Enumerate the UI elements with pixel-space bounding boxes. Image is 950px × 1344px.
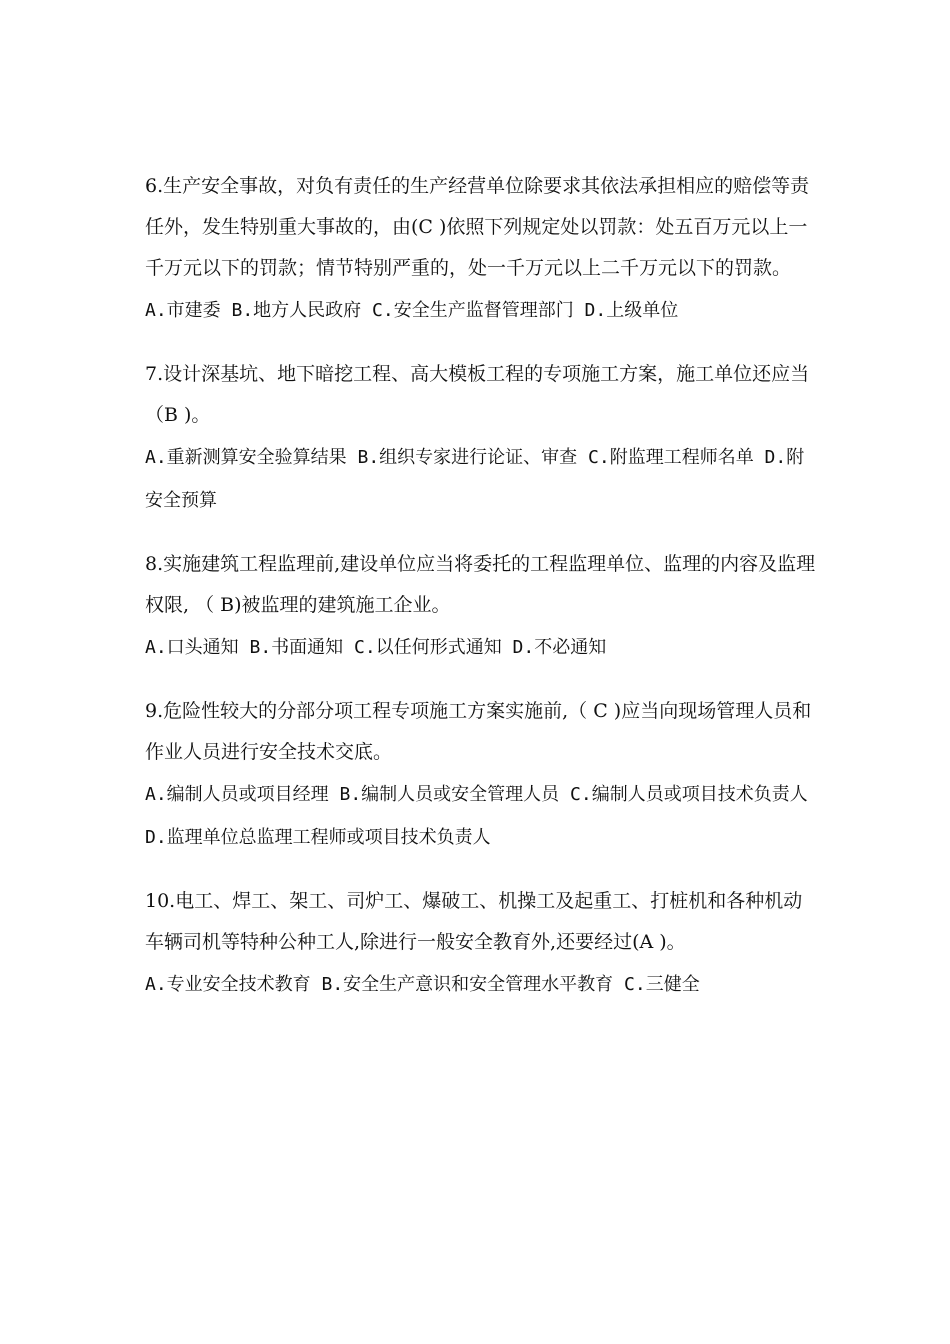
question-text: 10.电工、焊工、架工、司炉工、爆破工、机操工及起重工、打桩机和各种机动车辆司机等特种公种工人,除进行一般安全教育外,还要经过(A )。: [145, 890, 803, 953]
question-text: 6.生产安全事故，对负有责任的生产经营单位除要求其依法承担相应的赔偿等责任外，发生特别重大事故的，由(C )依照下列规定处以罚款：处五百万元以上一千万元以下的罚款；情节特别严重的，处一千万元以上二千万元以下的罚款。: [145, 175, 810, 279]
question-options: A.编制人员或项目经理 B.编制人员或安全管理人员 C.编制人员或项目技术负责人 D.监理单位总监理工程师或项目技术负责人: [145, 784, 808, 848]
question-8: [145, 544, 817, 669]
document-page: [145, 166, 817, 1028]
question-7: [145, 354, 817, 522]
question-options: A.口头通知 B.书面通知 C.以任何形式通知 D.不必通知: [145, 637, 607, 658]
question-text: 9.危险性较大的分部分项工程专项施工方案实施前,（ C )应当向现场管理人员和作业人员进行安全技术交底。: [145, 700, 812, 763]
question-10: [145, 881, 817, 1006]
question-6: [145, 166, 817, 332]
question-options: A.重新测算安全验算结果 B.组织专家进行论证、审查 C.附监理工程师名单 D.附安全预算: [145, 447, 805, 511]
question-options: A.专业安全技术教育 B.安全生产意识和安全管理水平教育 C.三健全: [145, 974, 700, 995]
question-9: [145, 691, 817, 859]
question-text: 8.实施建筑工程监理前,建设单位应当将委托的工程监理单位、监理的内容及监理权限, （ B)被监理的建筑施工企业。: [145, 553, 816, 616]
question-options: A.市建委 B.地方人民政府 C.安全生产监督管理部门 D.上级单位: [145, 300, 679, 321]
question-text: 7.设计深基坑、地下暗挖工程、高大模板工程的专项施工方案，施工单位还应当（B )。: [145, 363, 810, 426]
